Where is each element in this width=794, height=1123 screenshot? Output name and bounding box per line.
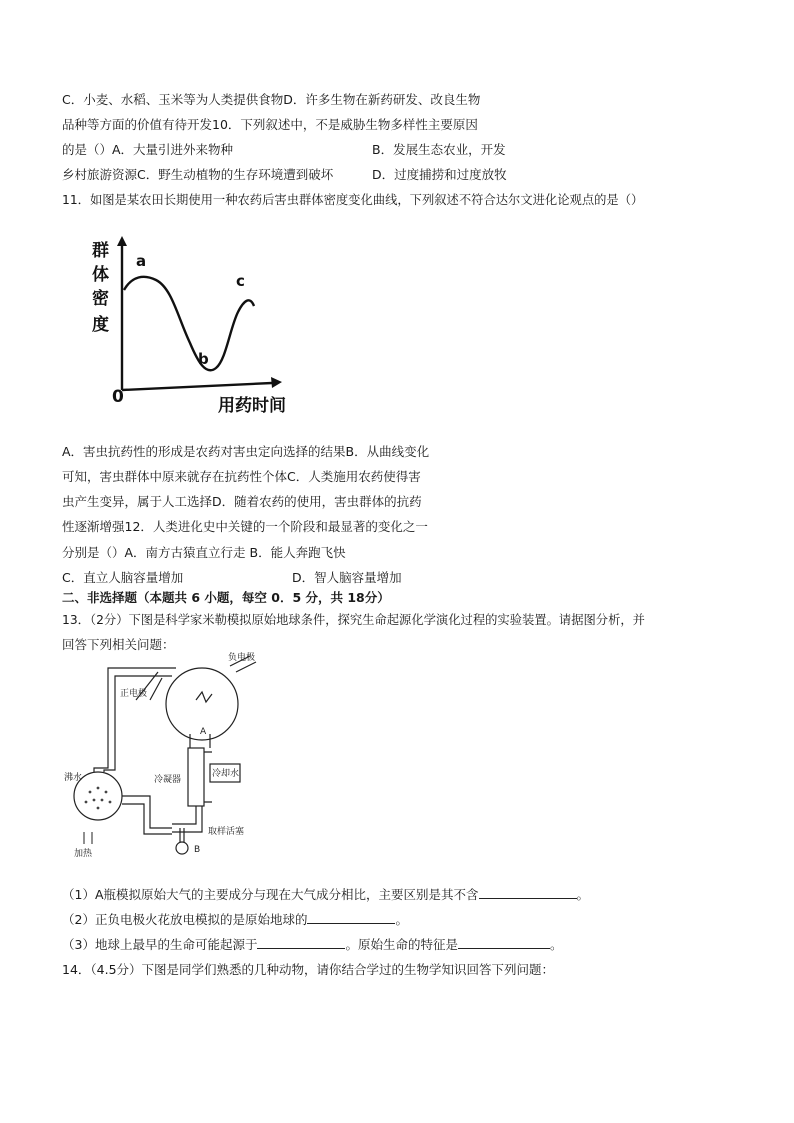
text-line-2: 品种等方面的价值有待开发10．下列叙述中，不是威胁生物多样性主要原因 xyxy=(62,117,478,132)
label-boiling-water: 沸水 xyxy=(64,773,83,783)
graph-x-arrow xyxy=(271,377,282,388)
condenser xyxy=(188,748,204,806)
graph-point-c: c xyxy=(236,272,245,290)
label-heating: 加热 xyxy=(74,849,93,859)
text-line-9: 性逐渐增强12．人类进化史中关键的一个阶段和最显著的变化之一 xyxy=(62,519,428,534)
question-14: 14．（4.5分）下图是同学们熟悉的几种动物，请你结合学过的生物学知识回答下列问题： xyxy=(62,962,555,977)
question-13-1: （1）A瓶模拟原始大气的主要成分与现在大气成分相比，主要区别是其不含 。 xyxy=(62,887,590,902)
density-curve-graph xyxy=(60,228,340,418)
answer-blank-4[interactable] xyxy=(458,937,550,949)
label-flask-a: A xyxy=(200,727,207,737)
text-line-3b: B．发展生态农业，开发 xyxy=(372,142,506,157)
question-11: 11．如图是某农田长期使用一种农药后害虫群体密度变化曲线，下列叙述不符合达尔文进化论观点的是（） xyxy=(62,193,644,207)
section-heading: 二、非选择题（本题共 6 小题，每空 0．5 分，共 18分） xyxy=(62,590,390,605)
answer-blank-1[interactable] xyxy=(479,887,577,899)
text-line-7: 可知，害虫群体中原来就存在抗药性个体C．人类施用农药使得害 xyxy=(62,469,421,484)
text-line-1: C．小麦、水稻、玉米等为人类提供食物D．许多生物在新药研发、改良生物 xyxy=(62,92,481,107)
text-line-4a: 乡村旅游资源C．野生动植物的生存环境遭到破坏 xyxy=(62,167,334,182)
tube-left xyxy=(108,668,176,764)
graph-density-curve xyxy=(124,277,254,370)
label-sampling: 取样活塞 xyxy=(208,827,245,837)
graph-point-b: b xyxy=(198,350,209,368)
text-line-3a: 的是（）A．大量引进外来物种 xyxy=(62,142,234,157)
graph-ylabel-2: 体 xyxy=(92,265,109,285)
text-line-14: 回答下列相关问题： xyxy=(62,637,175,652)
text-line-10: 分别是（）A．南方古猿直立行走 B．能人奔跑飞快 xyxy=(62,545,346,560)
label-flask-b: B xyxy=(194,845,201,855)
label-pos-electrode: 正电极 xyxy=(120,689,148,699)
flask-b xyxy=(176,842,188,854)
text-line-11b: D．智人脑容量增加 xyxy=(292,570,402,585)
question-13-2: （2）正负电极火花放电模拟的是原始地球的 。 xyxy=(62,912,408,927)
graph-ylabel-4: 度 xyxy=(92,315,109,335)
miller-apparatus-diagram xyxy=(60,652,280,874)
text-line-4b: D．过度捕捞和过度放牧 xyxy=(372,167,507,182)
graph-ylabel-3: 密 xyxy=(92,289,109,309)
graph-origin: 0 xyxy=(112,387,124,407)
label-neg-electrode: 负电极 xyxy=(228,653,256,663)
label-condenser: 冷凝器 xyxy=(154,775,182,785)
graph-x-axis xyxy=(122,383,272,390)
text-line-11a: C．直立人脑容量增加 xyxy=(62,570,184,585)
spark xyxy=(196,692,212,702)
text-line-6: A．害虫抗药性的形成是农药对害虫定向选择的结果B．从曲线变化 xyxy=(62,444,430,459)
question-13: 13．（2分）下图是科学家米勒模拟原始地球条件，探究生命起源化学演化过程的实验装置。请据图分析，并 xyxy=(62,613,645,627)
text-line-8: 虫产生变异，属于人工选择D．随着农药的使用，害虫群体的抗药 xyxy=(62,494,422,509)
graph-point-a: a xyxy=(136,252,147,270)
graph-y-arrow xyxy=(117,236,127,246)
graph-xlabel: 用药时间 xyxy=(218,396,286,416)
question-13-3: （3）地球上最早的生命可能起源于 。原始生命的特征是 。 xyxy=(62,937,563,952)
label-cooling-water: 冷却水 xyxy=(212,769,240,779)
answer-blank-3[interactable] xyxy=(257,937,345,949)
graph-ylabel-1: 群 xyxy=(92,241,109,261)
answer-blank-2[interactable] xyxy=(307,912,395,924)
